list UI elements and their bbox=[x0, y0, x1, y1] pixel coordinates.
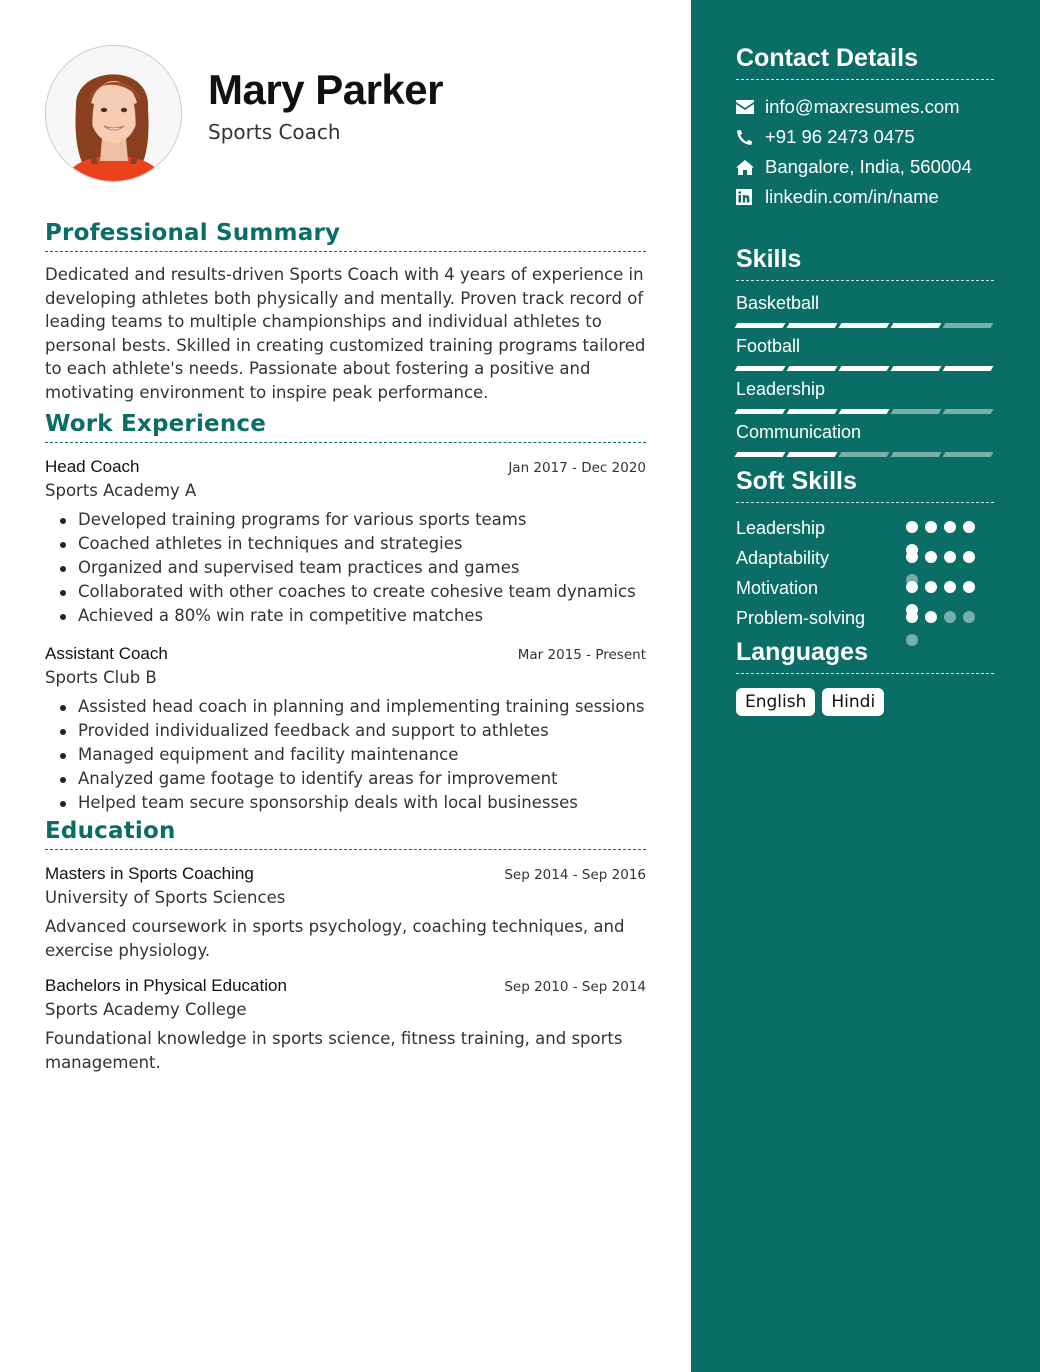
soft-skills-list bbox=[736, 515, 994, 635]
rating-dot bbox=[906, 581, 918, 593]
education-description: Foundational knowledge in sports science, fitness training, and sports management. bbox=[45, 1029, 623, 1072]
skill-level-segment bbox=[943, 409, 994, 414]
contact-phone-text: +91 96 2473 0475 bbox=[765, 126, 915, 147]
rating-dot bbox=[944, 551, 956, 563]
rating-dot bbox=[963, 611, 975, 623]
job-title: Assistant Coach bbox=[45, 644, 168, 663]
skills-heading: Skills bbox=[736, 245, 994, 281]
skill-name: Leadership bbox=[736, 379, 826, 399]
rating-dot bbox=[963, 521, 975, 533]
job-organization: Sports Academy A bbox=[45, 481, 197, 500]
skill-level-segment bbox=[891, 323, 942, 328]
skill-level-segment bbox=[787, 409, 838, 414]
education-dates: Sep 2014 - Sep 2016 bbox=[504, 867, 646, 883]
skill-level-segment bbox=[943, 452, 994, 457]
languages-heading: Languages bbox=[736, 638, 994, 674]
rating-dot bbox=[906, 611, 918, 623]
avatar bbox=[46, 46, 182, 182]
summary-text: Dedicated and results-driven Sports Coach with 4 years of experience in developing athletes both physically and mentally. Proven track record of leading teams to multiple championships and individual athletes to personal bests. Skilled in creating customized training programs tailored to each athlete's needs. Passionate about fostering a positive and motivating environment to inspire peak performance. bbox=[45, 265, 646, 402]
list-item: Coached athletes in techniques and strategies bbox=[45, 532, 646, 556]
soft-skill-name: Adaptability bbox=[736, 548, 830, 568]
summary-section bbox=[45, 220, 646, 404]
degree-title: Masters in Sports Coaching bbox=[45, 864, 254, 883]
email-icon bbox=[736, 100, 765, 114]
contact-email-text: info@maxresumes.com bbox=[765, 96, 960, 117]
soft-skill-item bbox=[736, 575, 994, 605]
skill-level-bar bbox=[736, 452, 994, 465]
skill-item bbox=[736, 293, 994, 336]
rating-dot bbox=[944, 581, 956, 593]
contact-address bbox=[736, 152, 994, 182]
rating-dot bbox=[906, 521, 918, 533]
skill-level-segment bbox=[735, 366, 786, 371]
rating-dot bbox=[906, 551, 918, 563]
contact-section bbox=[736, 44, 994, 212]
skill-level-segment bbox=[787, 452, 838, 457]
skill-level-segment bbox=[735, 409, 786, 414]
skill-level-segment bbox=[735, 452, 786, 457]
soft-skill-item bbox=[736, 515, 994, 545]
summary-heading: Professional Summary bbox=[45, 220, 646, 252]
job-title: Head Coach bbox=[45, 457, 140, 476]
candidate-title: Sports Coach bbox=[208, 120, 341, 144]
languages-list bbox=[736, 688, 994, 716]
linkedin-icon bbox=[736, 189, 765, 205]
soft-skill-name: Motivation bbox=[736, 578, 819, 598]
skill-level-segment bbox=[839, 323, 890, 328]
contact-heading: Contact Details bbox=[736, 44, 994, 80]
skill-item bbox=[736, 422, 994, 465]
skills-section bbox=[736, 245, 994, 465]
language-badge: Hindi bbox=[822, 688, 884, 716]
education-entry bbox=[45, 864, 646, 962]
school-name: Sports Academy College bbox=[45, 1000, 247, 1019]
skill-level-bar bbox=[736, 323, 994, 336]
education-entry bbox=[45, 976, 646, 1074]
phone-icon bbox=[736, 129, 765, 146]
skill-name: Basketball bbox=[736, 293, 820, 313]
soft-skill-item bbox=[736, 545, 994, 575]
contact-phone[interactable] bbox=[736, 122, 994, 152]
job-dates: Jan 2017 - Dec 2020 bbox=[508, 460, 646, 476]
skill-name: Football bbox=[736, 336, 801, 356]
languages-section bbox=[736, 638, 994, 716]
rating-dot bbox=[944, 611, 956, 623]
rating-dot bbox=[925, 521, 937, 533]
soft-skills-heading: Soft Skills bbox=[736, 467, 994, 503]
job-organization: Sports Club B bbox=[45, 668, 157, 687]
sidebar bbox=[691, 0, 1040, 1372]
list-item: Assisted head coach in planning and implementing training sessions bbox=[45, 695, 646, 719]
skills-list bbox=[736, 293, 994, 465]
list-item: Helped team secure sponsorship deals with local businesses bbox=[45, 791, 646, 815]
list-item: Provided individualized feedback and support to athletes bbox=[45, 719, 646, 743]
job-bullets bbox=[45, 695, 646, 815]
contact-address-text: Bangalore, India, 560004 bbox=[765, 156, 972, 177]
education-description: Advanced coursework in sports psychology, coaching techniques, and exercise physiology. bbox=[45, 917, 625, 960]
skill-level-segment bbox=[839, 366, 890, 371]
skill-level-segment bbox=[839, 452, 890, 457]
list-item: Achieved a 80% win rate in competitive matches bbox=[45, 604, 646, 628]
experience-section bbox=[45, 411, 646, 815]
skill-level-segment bbox=[943, 323, 994, 328]
skill-name: Communication bbox=[736, 422, 862, 442]
language-badge: English bbox=[736, 688, 815, 716]
list-item: Developed training programs for various sports teams bbox=[45, 508, 646, 532]
skill-level-segment bbox=[787, 323, 838, 328]
candidate-name: Mary Parker bbox=[208, 66, 443, 113]
list-item: Analyzed game footage to identify areas for improvement bbox=[45, 767, 646, 791]
contact-linkedin[interactable] bbox=[736, 182, 994, 212]
contact-email[interactable] bbox=[736, 92, 994, 122]
education-section bbox=[45, 818, 646, 1074]
rating-dot bbox=[963, 551, 975, 563]
rating-dot bbox=[963, 581, 975, 593]
skill-level-segment bbox=[735, 323, 786, 328]
soft-skill-name: Problem-solving bbox=[736, 608, 866, 628]
skill-level-segment bbox=[891, 409, 942, 414]
rating-dot bbox=[944, 521, 956, 533]
list-item: Organized and supervised team practices and games bbox=[45, 556, 646, 580]
soft-skill-name: Leadership bbox=[736, 518, 826, 538]
job-entry bbox=[45, 644, 646, 815]
skill-level-segment bbox=[839, 409, 890, 414]
education-heading: Education bbox=[45, 818, 646, 850]
skill-level-segment bbox=[787, 366, 838, 371]
skill-level-segment bbox=[943, 366, 994, 371]
skill-level-segment bbox=[891, 366, 942, 371]
soft-skill-item bbox=[736, 605, 994, 635]
school-name: University of Sports Sciences bbox=[45, 888, 286, 907]
skill-level-bar bbox=[736, 366, 994, 379]
degree-title: Bachelors in Physical Education bbox=[45, 976, 287, 995]
job-bullets bbox=[45, 508, 646, 628]
skill-item bbox=[736, 336, 994, 379]
soft-skills-section bbox=[736, 467, 994, 635]
rating-dot bbox=[925, 581, 937, 593]
skill-level-segment bbox=[891, 452, 942, 457]
contact-linkedin-text: linkedin.com/in/name bbox=[765, 186, 939, 207]
skill-item bbox=[736, 379, 994, 422]
list-item: Collaborated with other coaches to create cohesive team dynamics bbox=[45, 580, 646, 604]
education-dates: Sep 2010 - Sep 2014 bbox=[504, 979, 646, 995]
skill-level-bar bbox=[736, 409, 994, 422]
list-item: Managed equipment and facility maintenance bbox=[45, 743, 646, 767]
profile-photo bbox=[45, 45, 182, 182]
job-dates: Mar 2015 - Present bbox=[517, 647, 646, 663]
rating-dot bbox=[925, 611, 937, 623]
experience-heading: Work Experience bbox=[45, 411, 646, 443]
home-icon bbox=[736, 160, 765, 175]
job-entry bbox=[45, 457, 646, 628]
rating-dot bbox=[925, 551, 937, 563]
